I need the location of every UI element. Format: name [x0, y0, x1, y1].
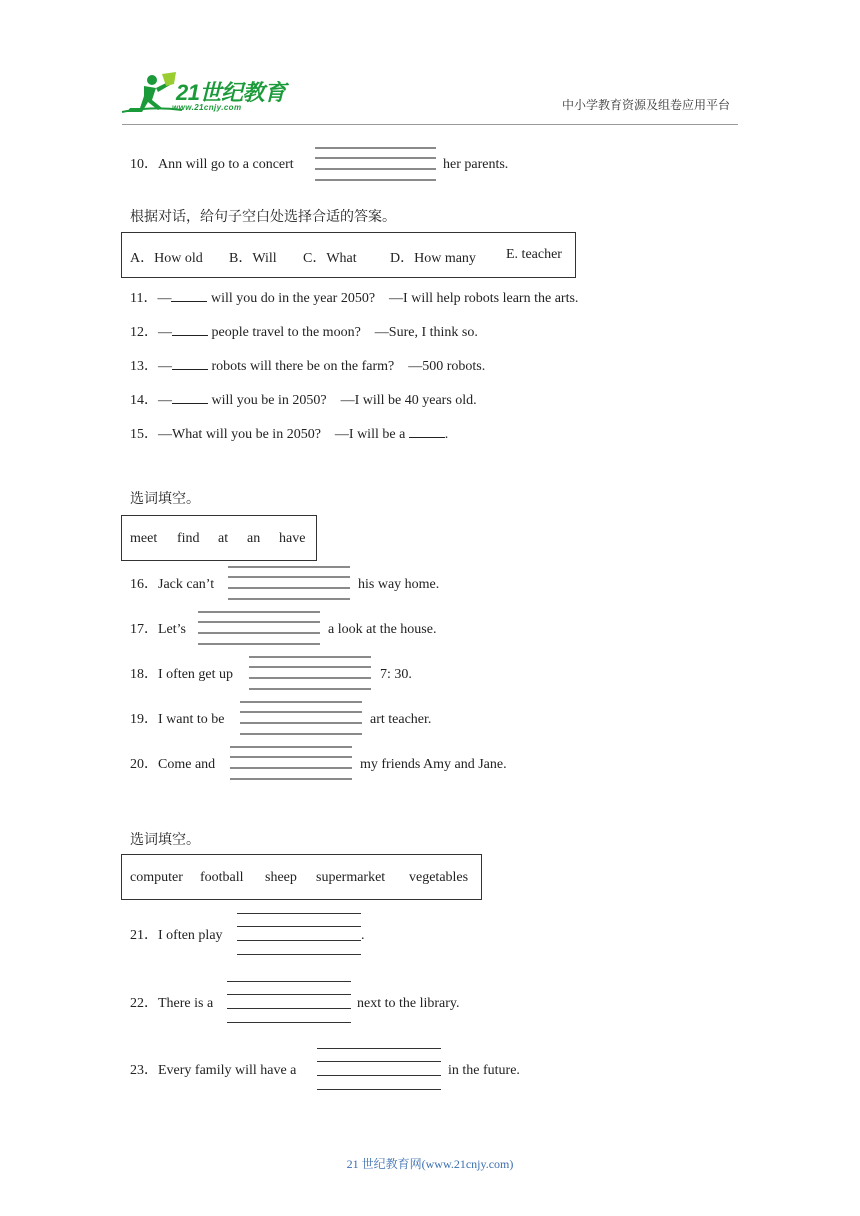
question-10 — [130, 156, 294, 174]
answer-blank[interactable] — [172, 355, 208, 370]
header-platform-text: 中小学教育资源及组卷应用平台 — [561, 98, 730, 112]
answer-blank[interactable] — [317, 1048, 441, 1090]
question-16: 16．Jack can’t — [130, 577, 215, 592]
question-23: 23．Every family will have a — [130, 1063, 297, 1078]
logo-url: www.21cnjy.com — [172, 103, 242, 112]
answer-blank[interactable] — [240, 701, 362, 735]
option-a: A．How old — [130, 251, 203, 266]
answer-blank[interactable] — [172, 321, 208, 336]
answer-blank[interactable] — [315, 147, 436, 181]
options-box — [121, 232, 576, 278]
question-18-after: 7: 30. — [380, 667, 412, 682]
question-17-after: a look at the house. — [328, 622, 437, 637]
question-19: 19．I want to be — [130, 712, 225, 727]
question-18: 18．I often get up — [130, 667, 234, 682]
answer-blank[interactable] — [227, 981, 351, 1023]
question-19-after: art teacher. — [370, 712, 432, 727]
section-instruction-words-1: 选词填空。 — [130, 491, 200, 507]
word-bank-box — [121, 515, 317, 561]
question-20-after: my friends Amy and Jane. — [360, 757, 507, 772]
answer-blank[interactable] — [172, 389, 208, 404]
word-bank-item: have — [279, 531, 306, 546]
question-22-after: next to the library. — [357, 996, 460, 1011]
word-bank-item: meet — [130, 531, 158, 546]
question-11: 11．— will you do in the year 2050? —I will help robots learn the arts. — [130, 287, 578, 308]
word-bank-item: sheep — [265, 870, 297, 885]
logo-text: 21世纪教育 — [176, 80, 286, 105]
question-17: 17．Let’s — [130, 622, 186, 637]
question-22: 22．There is a — [130, 996, 214, 1011]
answer-blank[interactable] — [228, 566, 350, 600]
answer-blank[interactable] — [230, 746, 352, 780]
word-bank-item: find — [177, 531, 200, 546]
question-12: 12．— people travel to the moon? —Sure, I think so. — [130, 321, 478, 342]
option-d: D．How many — [390, 251, 476, 266]
question-13: 13．— robots will there be on the farm? —500 robots. — [130, 355, 485, 376]
question-20: 20．Come and — [130, 757, 216, 772]
option-b: B．Will — [229, 251, 277, 266]
question-16-after: his way home. — [358, 577, 440, 592]
question-21: 21．I often play — [130, 928, 223, 943]
question-text-before: Ann will go to a concert — [158, 157, 294, 172]
question-14: 14．— will you be in 2050? —I will be 40 years old. — [130, 389, 477, 410]
word-bank-item: at — [218, 531, 229, 546]
question-15: 15．—What will you be in 2050? —I will be a . — [130, 423, 448, 444]
option-c: C．What — [303, 251, 357, 266]
section-instruction-dialog: 根据对话，给句子空白处选择合适的答案。 — [130, 209, 396, 225]
word-bank-item: vegetables — [409, 870, 469, 885]
word-bank-item: an — [247, 531, 261, 546]
question-number: 10． — [130, 157, 158, 172]
answer-blank[interactable] — [198, 611, 320, 645]
answer-blank[interactable] — [249, 656, 371, 690]
question-23-after: in the future. — [448, 1063, 520, 1078]
section-instruction-words-2: 选词填空。 — [130, 832, 200, 848]
answer-blank[interactable] — [171, 287, 207, 302]
word-bank-item: football — [200, 870, 244, 885]
header-divider — [122, 124, 738, 125]
answer-blank[interactable] — [409, 423, 445, 438]
question-21-after: . — [361, 928, 365, 943]
word-bank-item: supermarket — [316, 870, 386, 885]
option-e: E. teacher — [506, 247, 562, 262]
answer-blank[interactable] — [237, 913, 361, 955]
word-bank-box — [121, 854, 482, 900]
word-bank-item: computer — [130, 870, 183, 885]
question-10-after: her parents. — [443, 157, 509, 172]
footer-link[interactable]: 21 世纪教育网(www.21cnjy.com) — [346, 1157, 514, 1171]
